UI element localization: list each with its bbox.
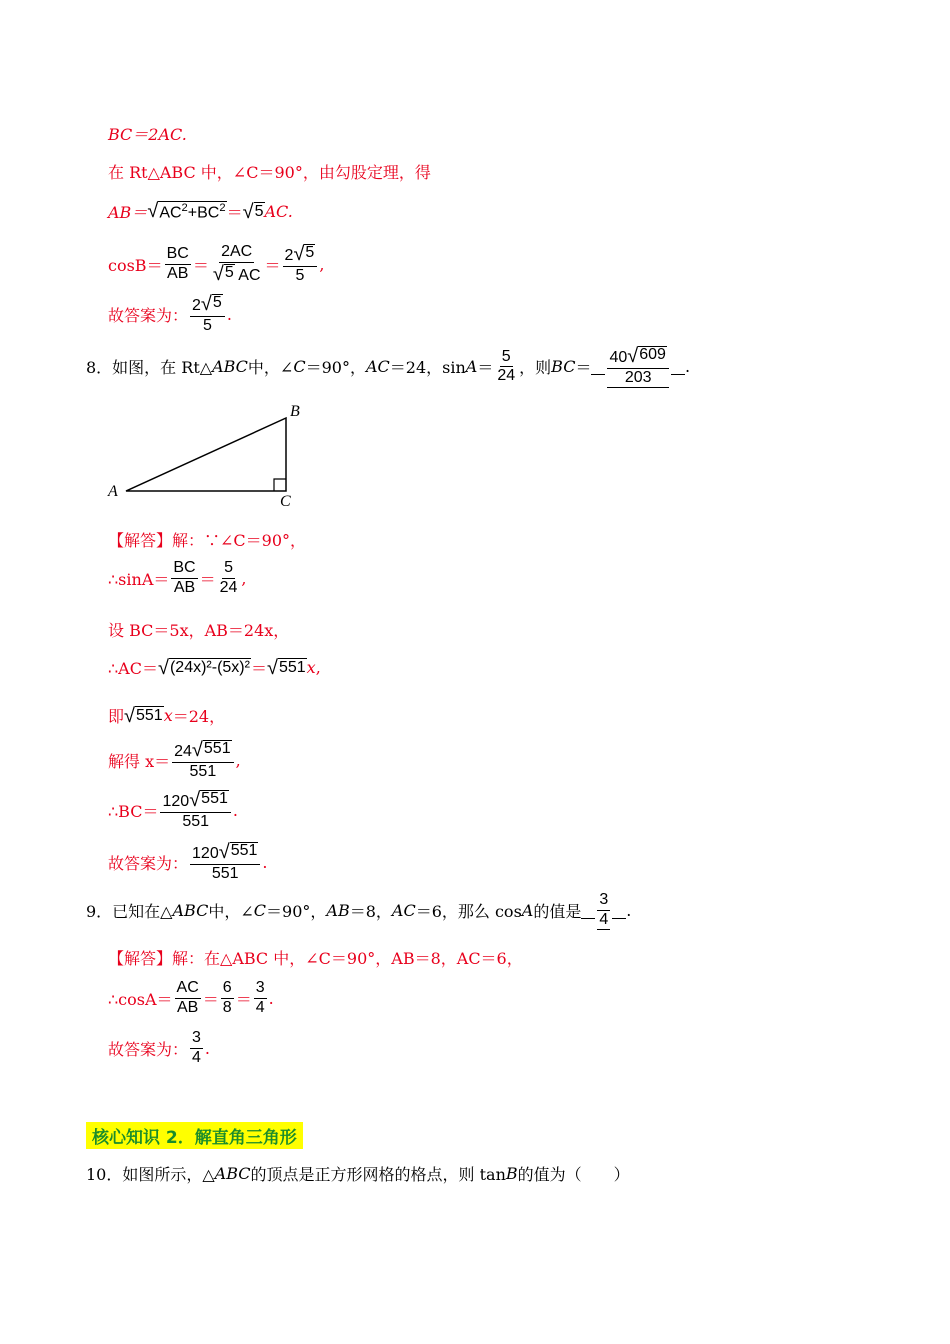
q8-solution-set: 设 BC＝5x，AB＝24x， xyxy=(108,621,290,640)
triangle-figure xyxy=(100,398,320,513)
answer-fraction-40sqrt609-203: 40 √ 609 203 xyxy=(607,346,668,388)
fraction-final-2sqrt5-5: 2 √ 5 5 xyxy=(190,294,225,335)
q9-solution-cos: ∴cosA＝ $\frac{AC}{AB}$ ＝ $\frac{6}{8}$ ＝ $\frac{3}{4}$ . xyxy=(108,979,274,1016)
fraction-2sqrt5-5: 2 √ 5 5 xyxy=(283,244,318,285)
q9-final-answer: 故答案为： $\frac{3}{4}$ . xyxy=(108,1029,211,1066)
answer-final-top: 故答案为： 2 √ 5 5 . xyxy=(108,293,232,334)
answer-blank xyxy=(591,373,605,375)
q8-final-answer: 故答案为： 120 √ 551 551 . xyxy=(108,841,268,882)
answer-line-ab: AB＝ √ $AC^2+BC^2$ ＝ √ 5 AC. xyxy=(108,199,293,223)
section-heading: 核心知识 2．解直角三角形 xyxy=(86,1122,303,1149)
answer-line-bc: BC＝2AC. xyxy=(108,125,187,144)
answer-line-cosb: cosB＝ $\frac{BC}{AB}$ ＝ 2AC √ 5 AC ＝ 2 √ 5 5 , xyxy=(108,243,325,285)
label-b: B xyxy=(290,403,300,420)
triangle-abc xyxy=(126,418,286,491)
right-angle-mark xyxy=(274,479,286,491)
q8-solution-x: 解得 x＝ 24 √ 551 551 , xyxy=(108,739,241,780)
q8-solution-line-1: 【解答】 解：∵∠C＝90°， xyxy=(108,531,307,550)
label-c: C xyxy=(280,493,291,510)
label-a: A xyxy=(108,483,118,500)
question-9-stem: 9．已知在△ ABC 中，∠ C ＝90°， AB ＝8， AC ＝6，那么 cos A 的值是 $\frac{3}{4}$ . xyxy=(86,891,632,928)
q8-solution-sin: ∴sinA＝ $\frac{BC}{AB}$ ＝ $\frac{5}{24}$ , xyxy=(108,559,247,596)
question-8-stem: 8．如图，在 Rt△ ABC 中，∠ C ＝90°， AC ＝24，sin A ＝ $\frac{5}{24}$ ，则 BC ＝ 40 √ 609 203 . xyxy=(86,345,691,386)
fraction-5-24: $\frac{5}{24}$ xyxy=(497,347,516,385)
q9-solution-line-1: 【解答】 解：在△ABC 中，∠C＝90°，AB＝8，AC＝6， xyxy=(108,949,523,968)
fraction-bc-ab: $\frac{BC}{AB}$ xyxy=(166,245,189,282)
q8-solution-bc: ∴BC＝ 120 √ 551 551 . xyxy=(108,789,238,830)
q8-solution-ac: ∴AC＝ √ (24x)²-(5x)² ＝ √ 551 x , xyxy=(108,656,321,679)
fraction-2ac-sqrt5ac: 2AC √ 5 AC xyxy=(212,243,261,285)
answer-line-rt-triangle: 在 Rt△ABC 中，∠C＝90°，由勾股定理，得 xyxy=(108,163,431,182)
answer-fraction-3-4: $\frac{3}{4}$ xyxy=(599,891,609,928)
question-10-stem: 10．如图所示，△ ABC 的顶点是正方形网格的格点，则 tan B 的值为（ ） xyxy=(86,1164,630,1184)
q8-solution-ji: 即 √ 551 x ＝24， xyxy=(108,704,226,727)
sqrt-ac-bc: √ $AC^2+BC^2$ xyxy=(147,199,226,222)
sqrt-5: √ 5 xyxy=(242,200,264,223)
